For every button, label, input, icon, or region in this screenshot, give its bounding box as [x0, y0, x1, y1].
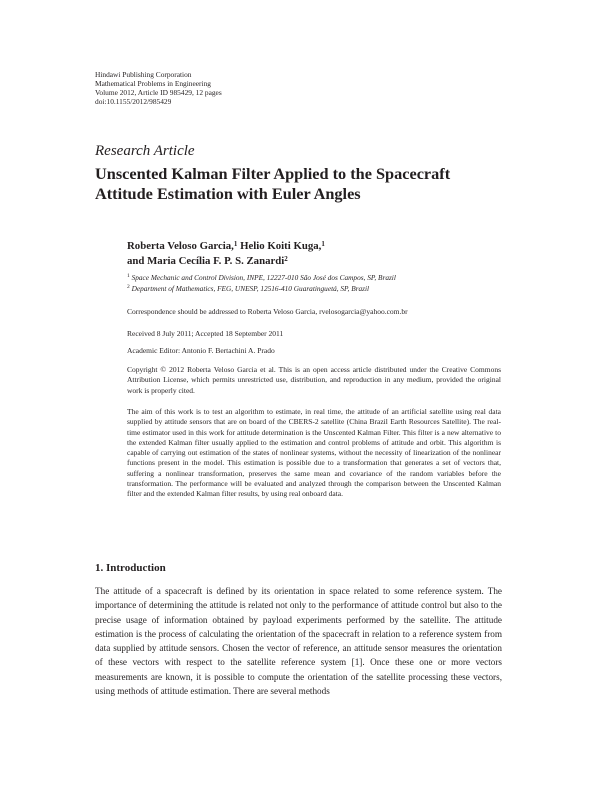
author-name: Roberta Veloso Garcia,: [127, 240, 234, 252]
correspondence-note: Correspondence should be addressed to Roberta Veloso Garcia, rvelosogarcia@yahoo.com.br: [127, 307, 408, 316]
title-line-2: Attitude Estimation with Euler Angles: [95, 183, 361, 203]
title-line-1: Unscented Kalman Filter Applied to the Spacecraft: [95, 164, 451, 183]
journal-line: Mathematical Problems in Engineering: [95, 79, 211, 88]
author-list: [127, 239, 325, 268]
affiliation-marker: 1: [321, 240, 325, 248]
volume-line: Volume 2012, Article ID 985429, 12 pages: [95, 88, 222, 97]
author-name: Helio Koiti Kuga,: [240, 240, 322, 252]
academic-editor: Academic Editor: Antonio F. Bertachini A. Prado: [127, 346, 275, 355]
author-name: and Maria Cecília F. P. S. Zanardi: [127, 254, 285, 267]
journal-masthead: [95, 70, 222, 106]
author-line-2: [127, 254, 325, 269]
affiliation-2: $^2$ Department of Mathematics, FEG, UNESP, 12516-410 Guaratinguetá, SP, Brazil: [127, 284, 370, 293]
paper-title: [95, 164, 515, 203]
affiliation-marker: 2: [284, 254, 288, 263]
affiliation-1: $^1$ Space Mechanic and Control Division, INPE, 12227-010 São José dos Campos, SP, Brazil: [127, 273, 396, 282]
copyright-notice: Copyright © 2012 Roberta Veloso Garcia et al. This is an open access article distributed under the Creative Commons Attribution License, which permits unrestricted use, distribution, and reproduction in any medium, provided the original work is properly cited.: [127, 365, 501, 395]
abstract: The aim of this work is to test an algorithm to estimate, in real time, the attitude of an artificial satellite using real data supplied by attitude sensors that are on board of the CBERS-2 satellite (China Brazil Earth Resources Satellite). The real-time estimator used in this work for attitude determination is the Unscented Kalman Filter. This filter is a new alternative to the extended Kalman filter usually applied to the estimation and control problems of attitude and orbit. This algorithm is capable of carrying out estimation of the states of nonlinear systems, without the necessity of linearization of the nonlinear functions present in the model. This estimation is possible due to a transformation that generates a set of vectors that, suffering a nonlinear transformation, preserves the same mean and covariance of the random variables before the transformation. The performance will be evaluated and analyzed through the comparison between the Unscented Kalman filter and the extended Kalman filter results, by using real onboard data.: [127, 407, 501, 499]
received-dates: Received 8 July 2011; Accepted 18 September 2011: [127, 329, 284, 338]
publisher-line: Hindawi Publishing Corporation: [95, 70, 192, 79]
section-heading: 1. Introduction: [95, 562, 166, 574]
affiliation-marker: 1: [233, 240, 238, 248]
author-line-1: [127, 239, 325, 254]
doi-line: doi:10.1155/2012/985429: [95, 97, 172, 106]
article-type: Research Article: [95, 143, 195, 159]
affiliations: [127, 272, 396, 294]
introduction-body: The attitude of a spacecraft is defined by its orientation in space related to some reference system. The importance of determining the attitude is related not only to the performance of attitude control but also to the precise usage of information obtained by payload experiments performed by the satellite. The attitude estimation is the process of calculating the orientation of the spacecraft in relation to a reference system from data supplied by attitude sensors. Chosen the vector of reference, an attitude sensor measures the orientation of these vectors with respect to the satellite reference system [1]. Once these one or more vectors measurements are known, it is possible to compute the orientation of the satellite processing these vectors, using methods of attitude estimation. There are several methods: [95, 586, 502, 697]
